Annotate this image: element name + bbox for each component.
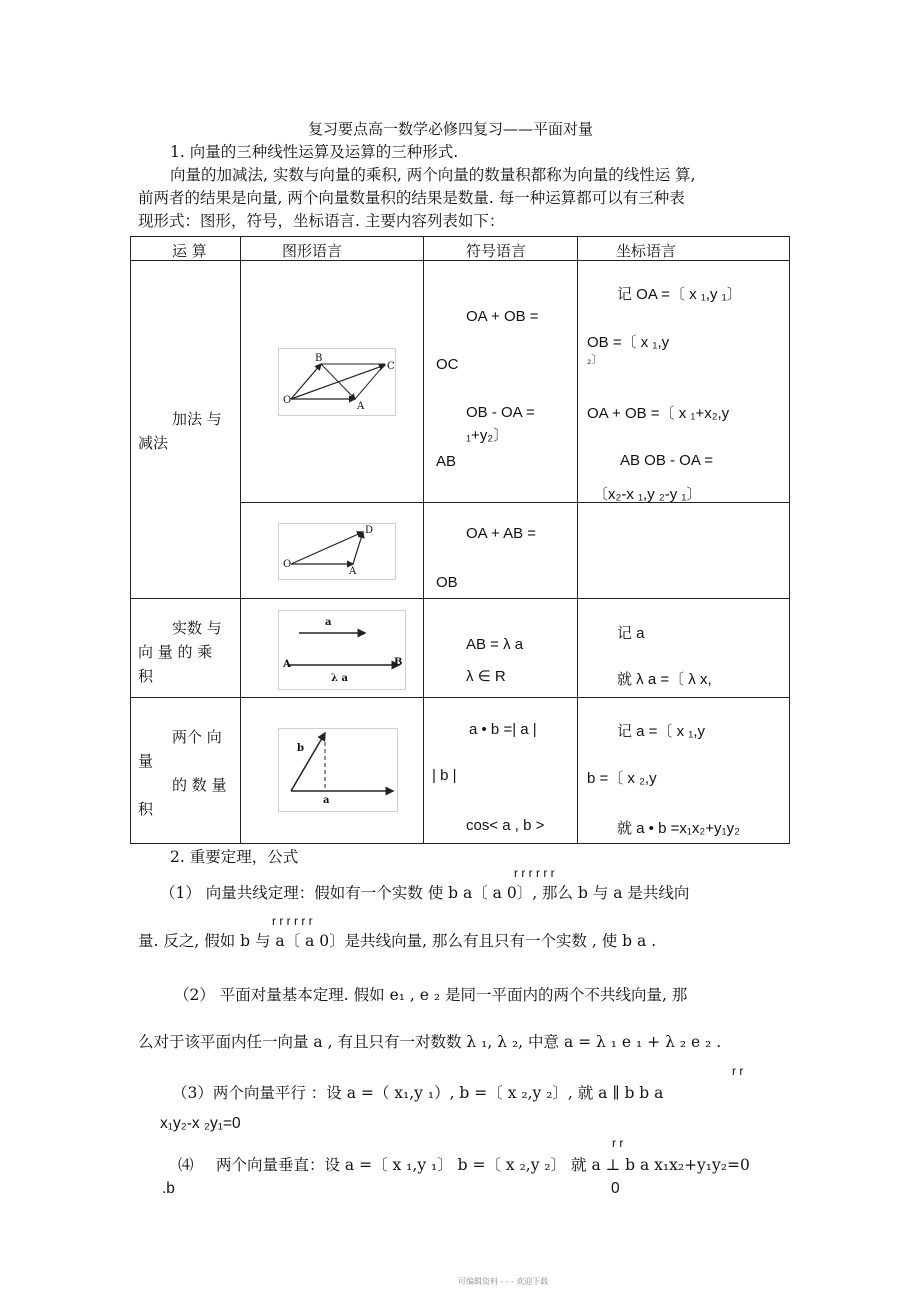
section2-heading: 2. 重要定理，公式 [170, 848, 299, 866]
parallelogram-diagram [279, 349, 395, 415]
p1-vector-marks-2: r r r r r r [272, 914, 313, 928]
row3-coord-1: 记 a =〔 x ₁,y [617, 723, 706, 740]
label-o-2: O [283, 559, 292, 570]
header-graphic: 图形语言 [282, 242, 343, 260]
header-operation: 运 算 [172, 242, 207, 260]
row1-coord-1: 记 OA =〔 x ₁,y ₁〕 [617, 286, 742, 303]
row3-op-line3: 的 数 量 [172, 776, 227, 794]
row1-coord-3: ₂〕 [587, 354, 603, 366]
parallel-line1: （3）两个向量平行 ：设 a =（ x₁,y ₁）, b =〔 x ₂,y ₂〕, 就 a ∥ b b a [172, 1084, 664, 1102]
label-vec-a: a [325, 617, 332, 628]
vector-ob-2 [291, 532, 363, 564]
scalar-figure [278, 610, 406, 690]
row1-coord-5: AB OB - OA = [620, 452, 713, 469]
side-ac [355, 364, 385, 399]
row1-sym-sub-3: AB [436, 453, 457, 470]
label-b: B [315, 353, 323, 364]
perpendicular-number: ⑷ [178, 1156, 194, 1174]
row1-sym-add-1: OA + OB = [466, 308, 539, 325]
label-c: C [387, 361, 395, 372]
row3-coord-2: b =〔 x ₂,y [587, 770, 657, 787]
p3-vector-marks: r r [732, 1064, 744, 1078]
perpendicular-line1: 两个向量垂直：设 a =〔 x ₁,y ₁〕 b =〔 x ₂,y ₂〕 就 a ⊥ b a x₁x₂+y₁y₂=0 [216, 1156, 750, 1174]
p4-vector-marks: r r [612, 1136, 624, 1150]
header-symbol: 符号语言 [466, 242, 527, 260]
row2-sym-2: λ ∈ R [466, 668, 506, 685]
parallelogram-figure [278, 348, 396, 416]
theorem-basis-line1: （2） 平面对量基本定理. 假如 e₁ , e ₂ 是同一平面内的两个不共线向量, 那 [174, 986, 688, 1004]
parallel-line2: x₁y₂-x ₂y₁=0 [160, 1115, 241, 1132]
label-point-b: B [394, 657, 403, 668]
row1-sym-tri-1: OA + AB = [466, 525, 537, 542]
theorem-basis-line2: 么对于该平面内任一向量 a , 有且只有一对数数 λ ₁, λ ₂, 中意 a = λ ₁ e ₁ + λ ₂ e ₂ . [138, 1033, 722, 1051]
perpendicular-zero: 0 [611, 1180, 620, 1197]
label-o: O [283, 395, 292, 406]
header-coordinate: 坐标语言 [616, 242, 677, 260]
label-a: A [357, 401, 365, 412]
row1-op-line2: 减法 [138, 434, 169, 452]
row1-coord-4: OA + OB =〔 x ₁+x₂,y [587, 405, 730, 422]
row2-op-line3: 积 [138, 667, 154, 685]
row1-sym-sub-1: OB - OA = [466, 404, 535, 421]
row3-sym-1: a • b =| a | [469, 721, 537, 738]
triangle-figure [278, 523, 396, 580]
label-lambda-a: λ a [331, 673, 348, 684]
row2-coord-1: 记 a [617, 625, 645, 642]
row3-sym-3: cos< a , b > [466, 817, 545, 834]
row1-coord-6: 〔x₂-x ₁,y ₂-y ₁〕 [593, 486, 702, 503]
label-vec-a-3: a [323, 795, 330, 806]
label-vec-b: b [297, 743, 304, 754]
vector-ab [353, 532, 363, 564]
label-point-a: A [283, 659, 291, 670]
row3-op-line2: 量 [138, 752, 154, 770]
dot-product-diagram [279, 729, 397, 811]
row1-sym-add-2: OC [436, 356, 459, 373]
theorem-collinear-line2: 量. 反之, 假如 b 与 a〔 a 0〕是共线向量, 那么有且只有一个实数 , 使 b a . [138, 932, 657, 950]
row3-op-line1: 两个 向 [172, 728, 222, 746]
row1-sym-sub-2: ₁+y₂〕 [466, 427, 509, 444]
row2-op-line2: 向 量 的 乘 [138, 643, 213, 661]
row3-coord-3: 就 a • b =x₁x₂+y₁y₂ [617, 820, 740, 837]
row2-sym-1: AB = λ a [466, 636, 524, 653]
triangle-diagram [279, 524, 395, 579]
label-d: D [365, 525, 374, 536]
vector-b-slant [291, 733, 325, 791]
row2-op-line1: 实数 与 [172, 619, 222, 637]
row2-coord-2: 就 λ a =〔 λ x, [617, 671, 712, 688]
theorem-collinear-line1: （1） 向量共线定理：假如有一个实数 使 b a〔 a 0〕, 那么 b 与 a 是共线向 [160, 884, 690, 902]
section1-line2: 前两者的结果是向量, 两个向量数量积的结果是数量. 每一种运算都可以有三种表 [138, 189, 685, 207]
p1-vector-marks-1: r r r r r r [514, 866, 555, 880]
vector-ba [321, 364, 355, 399]
section1-line3: 现形式：图形，符号，坐标语言. 主要内容列表如下： [138, 212, 505, 230]
row1-coord-2: OB =〔 x ₁,y [587, 334, 670, 351]
label-a-2: A [349, 566, 357, 577]
row1-sym-tri-2: OB [436, 574, 458, 591]
section1-heading: 1. 向量的三种线性运算及运算的三种形式. [170, 143, 459, 161]
row3-sym-2: | b | [432, 767, 457, 784]
section1-line1: 向量的加减法, 实数与向量的乘积, 两个向量的数量积都称为向量的线性运 算, [170, 166, 696, 184]
page-footer: 可编辑资料 - - - 欢迎下载 [458, 1277, 549, 1286]
row1-op-line1: 加法 与 [172, 410, 222, 428]
row3-op-line4: 积 [138, 800, 154, 818]
dot-product-figure [278, 728, 398, 812]
perpendicular-line2: .b [162, 1180, 175, 1197]
page-title: 复习要点高一数学必修四复习——平面对量 [308, 120, 594, 138]
